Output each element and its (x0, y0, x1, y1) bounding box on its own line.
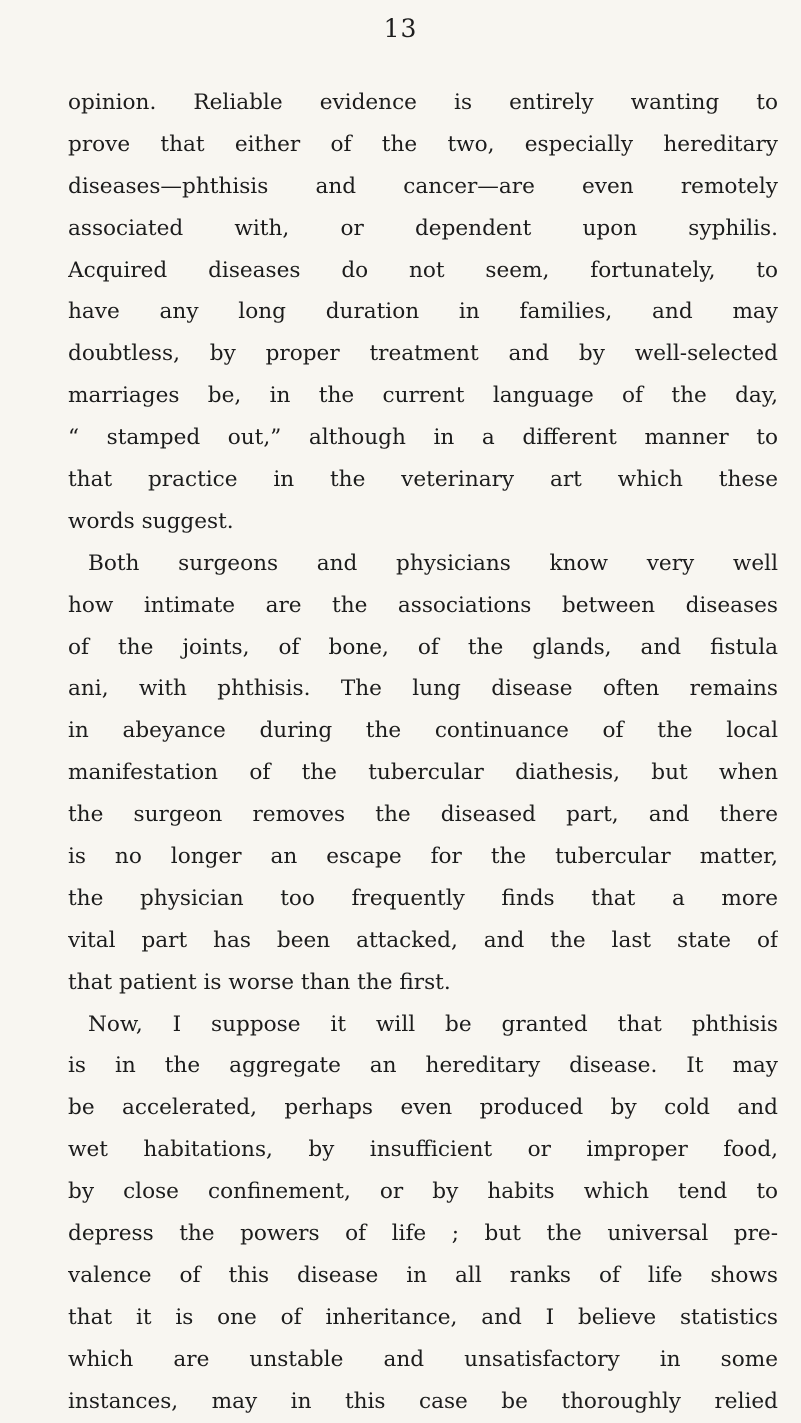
text-line: wet habitations, by insufficient or improper food, (68, 1137, 778, 1163)
text-line: instances, may in this case be thoroughly relied (68, 1388, 778, 1414)
text-line: marriages be, in the current language of the day, (68, 383, 778, 409)
text-line: that patient is worse than the first. (68, 969, 451, 995)
text-line: “ stamped out,” although in a different manner to (68, 425, 778, 451)
text-line: the surgeon removes the diseased part, and there (68, 802, 778, 828)
text-line: Now, I suppose it will be granted that phthisis (88, 1011, 778, 1037)
text-line: is in the aggregate an hereditary disease. It may (68, 1053, 778, 1079)
text-line: is no longer an escape for the tubercular matter, (68, 844, 778, 870)
text-line: that it is one of inheritance, and I believe statistics (68, 1304, 778, 1330)
text-line: that practice in the veterinary art which these (68, 467, 778, 493)
page-number: 13 (383, 14, 418, 43)
text-line: valence of this disease in all ranks of life shows (68, 1262, 778, 1288)
text-line: Both surgeons and physicians know very well (88, 550, 778, 576)
text-line: vital part has been attacked, and the last state of (68, 927, 778, 953)
text-line: by close confinement, or by habits which tend to (68, 1179, 778, 1205)
text-line: which are unstable and unsatisfactory in some (68, 1346, 778, 1372)
text-line: diseases—phthisis and cancer—are even remotely (68, 173, 778, 199)
text-line: doubtless, by proper treatment and by well-selected (68, 341, 778, 367)
text-line: ani, with phthisis. The lung disease often remains (68, 676, 778, 702)
text-line: manifestation of the tubercular diathesis, but when (68, 760, 778, 786)
text-line: of the joints, of bone, of the glands, and fistula (68, 634, 778, 660)
text-line: how intimate are the associations between diseases (68, 592, 778, 618)
text-line: Acquired diseases do not seem, fortunately, to (68, 257, 778, 283)
body-text (68, 82, 778, 1423)
text-line: depress the powers of life ; but the universal pre- (68, 1221, 778, 1247)
text-line: associated with, or dependent upon syphilis. (68, 215, 778, 241)
text-line: prove that either of the two, especially hereditary (68, 131, 778, 157)
text-line: the physician too frequently finds that a more (68, 885, 778, 911)
text-line: have any long duration in families, and may (68, 299, 778, 325)
text-line: in abeyance during the continuance of the local (68, 718, 778, 744)
text-line: be accelerated, perhaps even produced by cold and (68, 1095, 778, 1121)
text-line: words suggest. (68, 508, 234, 534)
text-line: opinion. Reliable evidence is entirely wanting to (68, 90, 778, 115)
